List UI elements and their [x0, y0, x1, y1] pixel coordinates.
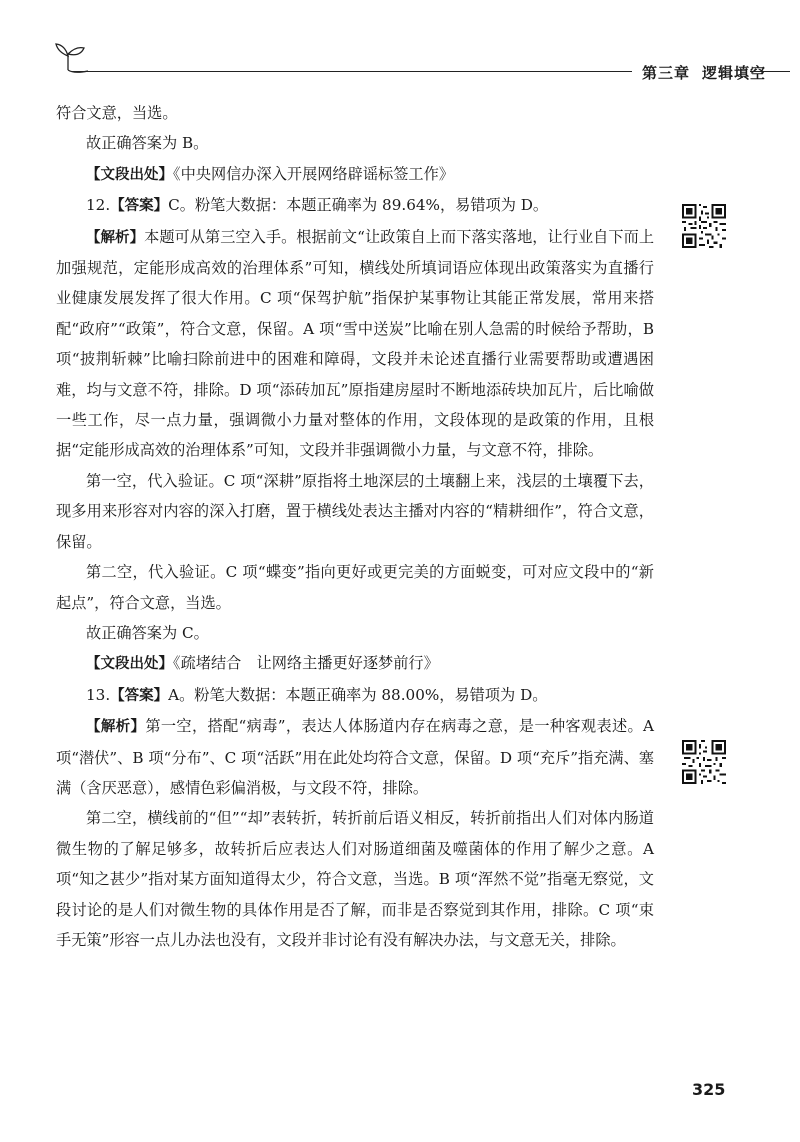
- answer-text: C。粉笔大数据：本题正确率为 89.64%，易错项为 D。: [168, 196, 549, 215]
- paragraph: [56, 128, 654, 158]
- paragraph: [56, 618, 654, 648]
- header-rule-right: [750, 71, 790, 72]
- source-paragraph: [56, 159, 654, 190]
- source-tag: 【文段出处】: [86, 166, 173, 183]
- qr-code-icon[interactable]: [682, 204, 726, 248]
- answer-text: A。粉笔大数据：本题正确率为 88.00%，易错项为 D。: [168, 685, 548, 704]
- paragraph-text: 符合文意，当选。: [56, 104, 178, 122]
- qr-code-icon[interactable]: [682, 740, 726, 784]
- source-tag: 【文段出处】: [86, 656, 173, 673]
- page-header: [50, 40, 790, 80]
- analysis-text: 第一空，搭配“病毒”，表达人体肠道内存在病毒之意，是一种客观表述。A 项“潜伏”、B 项“分布”、C 项“活跃”用在此处均符合文意，保留。D 项“充斥”指充满、塞满（含厌恶意），感情色彩偏消极，与文段不符，排除。: [56, 717, 654, 797]
- analysis-tag: 【解析】: [86, 229, 145, 246]
- chapter-heading: [642, 62, 766, 83]
- analysis-text: 本题可从第三空入手。根据前文“让政策自上而下落实落地，让行业自下而上加强规范，定能形成高效的治理体系”可知，横线处所填词语应体现出政策落实为直播行业健康发展发挥了很大作用。C 项“保驾护航”指保护某事物让其能正常发展，常用来搭配“政府”“政策”，符合文意，保留。A 项“雪中送炭”比喻在别人急需的时候给予帮助，B 项“披荆斩棘”比喻扫除前进中的困难和障碍，文段并未论述直播行业需要帮助或遭遇困难，均与文意不符，排除。D 项“添砖加瓦”原指建房屋时不断地添砖块加瓦片，后比喻做一些工作，尽一点力量，强调微小力量对整体的作用，文段体现的是政策的作用，且根据“定能形成高效的治理体系”可知，文段并非强调微小力量，与文意不符，排除。: [56, 227, 655, 460]
- paragraph: [56, 466, 654, 557]
- paragraph: [56, 98, 654, 128]
- question-number: 13.: [86, 685, 111, 704]
- page-body: [56, 98, 654, 955]
- paragraph: [56, 803, 654, 955]
- paragraph-text: 故正确答案为 B。: [86, 134, 209, 153]
- answer-paragraph: [56, 680, 654, 711]
- chapter-label: 第三章: [642, 64, 691, 82]
- analysis-paragraph: [56, 222, 654, 466]
- question-number: 12.: [86, 196, 111, 215]
- answer-tag: 【答案】: [110, 687, 169, 704]
- answer-paragraph: [56, 190, 654, 221]
- header-rule: [72, 71, 632, 72]
- analysis-paragraph: [56, 711, 654, 803]
- page-number: 325: [692, 1080, 726, 1099]
- paragraph-text: 故正确答案为 C。: [86, 623, 209, 642]
- sprout-icon: [50, 40, 90, 80]
- paragraph-text: 第二空，代入验证。C 项“蝶变”指向更好或更完美的方面蜕变，可对应文段中的“新起点”，符合文意，当选。: [56, 563, 654, 612]
- source-text: 《疏堵结合 让网络主播更好逐梦前行》: [173, 654, 439, 673]
- section-label: 逻辑填空: [702, 64, 767, 82]
- paragraph-text: 第一空，代入验证。C 项“深耕”原指将土地深层的土壤翻上来，浅层的土壤覆下去，现多用来形容对内容的深入打磨，置于横线处表达主播对内容的“精耕细作”，符合文意，保留。: [56, 471, 654, 551]
- source-text: 《中央网信办深入开展网络辟谣标签工作》: [173, 164, 454, 183]
- answer-tag: 【答案】: [110, 198, 169, 215]
- paragraph: [56, 557, 654, 618]
- source-paragraph: [56, 648, 654, 679]
- paragraph-text: 第二空，横线前的“但”“却”表转折，转折前后语义相反，转折前指出人们对体内肠道微生物的了解足够多，故转折后应表达人们对肠道细菌及噬菌体的作用了解少之意。A 项“知之甚少”指对某方面知道得太少，符合文意，当选。B 项“浑然不觉”指毫无察觉，文段讨论的是人们对微生物的具体作用是否了解，而非是否察觉到其作用，排除。C 项“束手无策”形容一点儿办法也没有，文段并非讨论有没有解决办法，与文意无关，排除。: [56, 809, 654, 949]
- analysis-tag: 【解析】: [86, 719, 146, 736]
